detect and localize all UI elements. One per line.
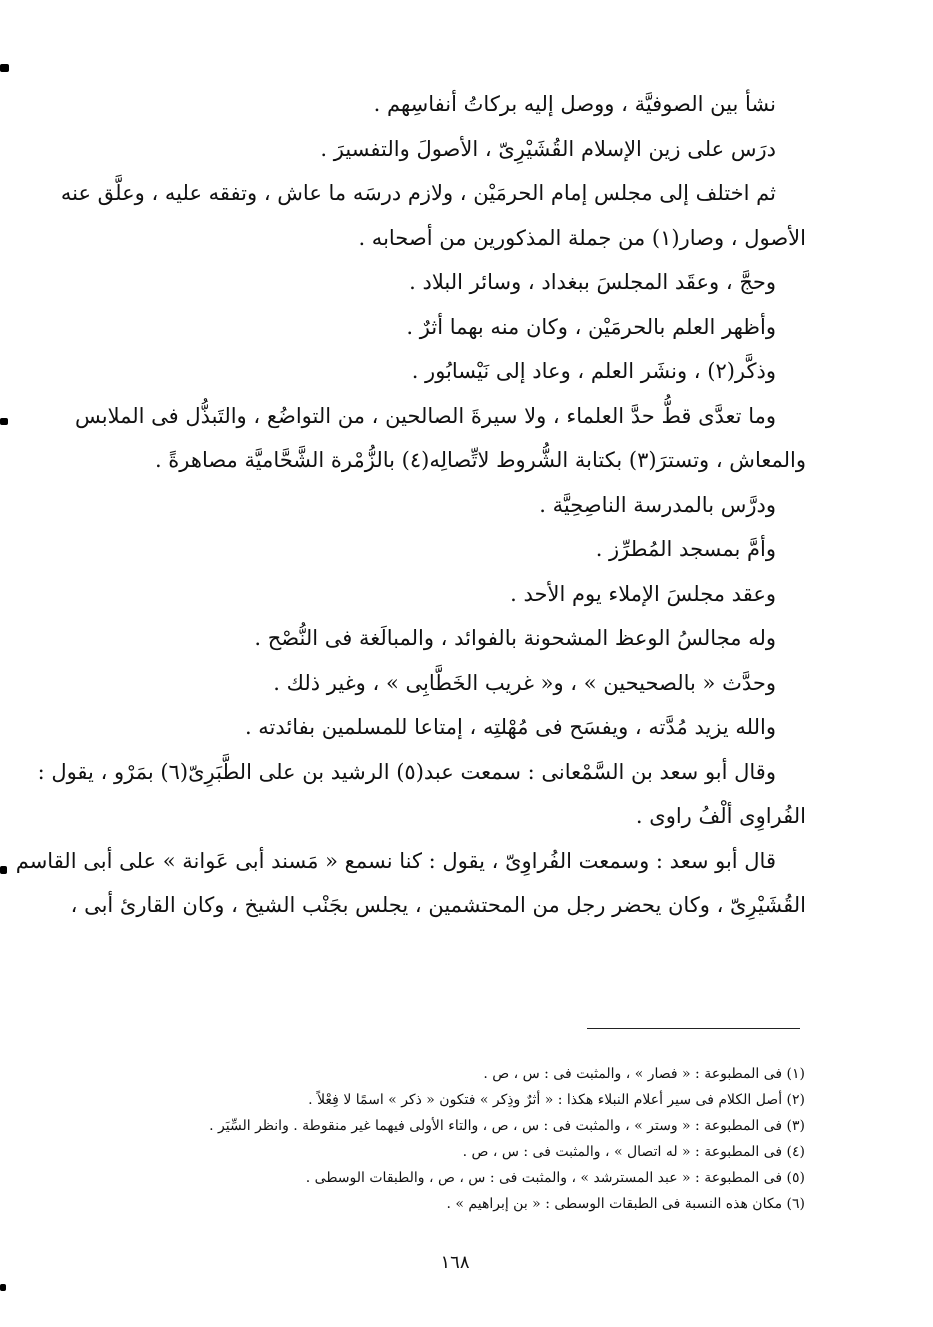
text-line: وعقد مجلسَ الإملاء يوم الأحد . [510, 581, 776, 606]
binding-mark [0, 418, 8, 425]
footnotes [120, 1061, 805, 1217]
main-text [15, 82, 806, 928]
text-line: ثم اختلف إلى مجلس إمام الحرمَيْن ، ولازم درسَه ما عاش ، وتفقه عليه ، وعلَّق عنه [60, 181, 776, 205]
footnote: (٦) مكان هذه النسبة فى الطبقات الوسطى : « بن إبراهيم » . [446, 1196, 805, 1212]
text-line: نشأ بين الصوفيَّة ، ووصل إليه بركاتُ أنفاسِهم . [373, 92, 776, 116]
text-line: وله مجالسُ الوعظ المشحونة بالفوائد ، والمبالَغة فى النُّصْح . [254, 626, 776, 650]
text-line: القُشَيْرِىّ ، وكان يحضر رجل من المحتشمين ، يجلس بجَنْب الشيخ ، وكان القارئ أبى ، [70, 893, 806, 917]
text-line: وذكَّر(٢) ، ونشَر العلم ، وعاد إلى نَيْسابُور . [411, 359, 776, 383]
text-line: وأمَّ بمسجد المُطرِّز . [595, 537, 776, 561]
footnote: (٤) فى المطبوعة : « له اتصال » ، والمثبت فى : س ، ص . [462, 1144, 805, 1160]
binding-mark [0, 1284, 6, 1291]
binding-mark [0, 866, 7, 874]
text-line: وحدَّث « بالصحيحين » ، و« غريب الخَطَّابِى » ، وغير ذلك . [273, 670, 776, 695]
footnote-divider [587, 1028, 800, 1029]
footnote: (٥) فى المطبوعة : « عبد المسترشد » ، والمثبت فى : س ، ص ، والطبقات الوسطى . [305, 1170, 805, 1186]
text-line: وحجَّ ، وعقَد المجلسَ ببغداد ، وسائر البلاد . [409, 270, 776, 294]
text-line: الفُراوِى ألْفُ راوى . [635, 804, 806, 828]
text-line: ودرَّس بالمدرسة الناصِحِيَّة . [539, 492, 776, 517]
text-line: قال أبو سعد : وسمعت الفُراوِىّ ، يقول : كنا نسمع « مَسند أبى عَوانة » على أبى القاسم [15, 848, 776, 873]
text-line: وقال أبو سعد بن السَّمْعانى : سمعت عبد(٥) الرشيد بن على الطَّبَرِىّ(٦) بمَرْو ، يقول : [37, 759, 776, 784]
text-line: وما تعدَّى قطُّ حدَّ العلماء ، ولا سيرةَ الصالحين ، من التواضُع ، والتَبذُّل فى الملابس [74, 403, 776, 428]
text-line: الأصول ، وصار(١) من جملة المذكورين من أصحابه . [358, 225, 806, 250]
page-number: ١٦٨ [440, 1252, 470, 1273]
footnote: (٣) فى المطبوعة : « وستر » ، والمثبت فى : س ، ص ، والتاء الأولى فيهما غير منقوطة . وانظر السِّيَر . [209, 1118, 805, 1134]
text-line: والله يزيد مُدَّته ، ويفسَح فى مُهْلتِه ، إمتاعا للمسلمين بفائدته . [244, 715, 776, 739]
footnote: (٢) أصل الكلام فى سير أعلام النبلاء هكذا : « أثرٌ وذِكر » فتكون « ذكر » اسمًا لا فِعْلاً . [308, 1092, 805, 1108]
binding-mark [0, 64, 9, 72]
text-line: والمعاش ، وتسترَ(٣) بكتابة الشُّروط لاتِّصالِه(٤) بالزُّمْرة الشَّحَّاميَّة مصاهرةً . [154, 448, 806, 472]
footnote: (١) فى المطبوعة : « فصار » ، والمثبت فى : س ، ص . [483, 1066, 805, 1082]
text-line: وأظهر العلم بالحرمَيْن ، وكان منه بهما أثرٌ . [406, 314, 776, 339]
text-line: درَس على زين الإسلام القُشَيْرِىّ ، الأصولَ والتفسيرَ . [320, 136, 776, 161]
